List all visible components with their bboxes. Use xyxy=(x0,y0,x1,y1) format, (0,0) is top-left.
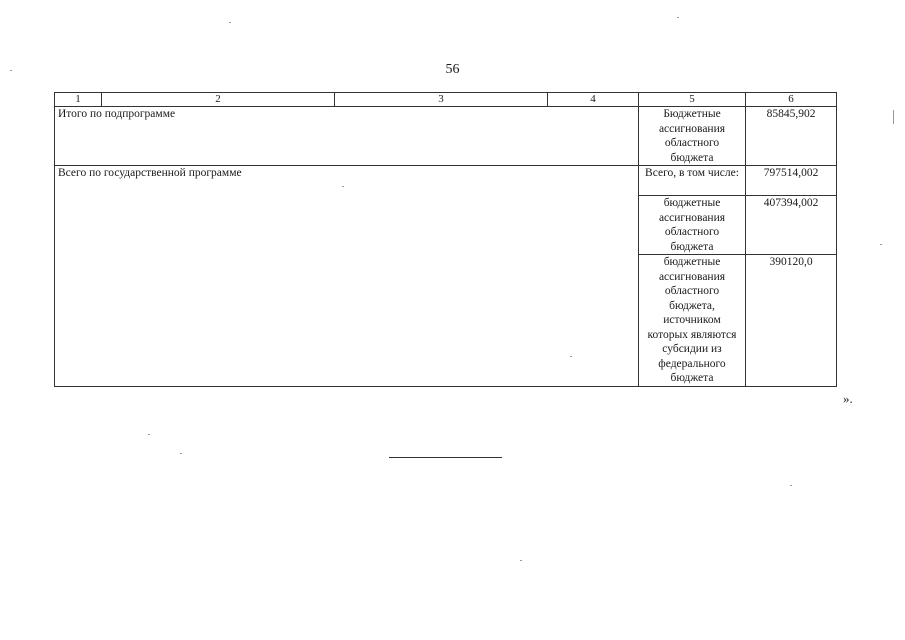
scan-speck xyxy=(10,70,12,71)
scan-speck xyxy=(180,453,182,454)
program-federal-subsidy-source: бюджетные ассигнования областного бюджета, источником которых являются субсидии из федерального бюджета xyxy=(639,255,746,387)
scan-speck xyxy=(880,244,882,245)
subprogram-total-source: Бюджетные ассигнования областного бюджета xyxy=(639,107,746,166)
closing-quote: ». xyxy=(843,391,853,406)
scan-speck xyxy=(342,186,344,187)
column-number-4: 4 xyxy=(548,93,639,107)
page-number: 56 xyxy=(445,62,460,77)
program-total-source-all: Всего, в том числе: xyxy=(639,166,746,196)
program-regional-source: бюджетные ассигнования областного бюджета xyxy=(639,196,746,255)
column-number-6: 6 xyxy=(746,93,837,107)
budget-table xyxy=(54,92,837,387)
program-total-amount-all: 797514,002 xyxy=(746,166,837,196)
program-regional-amount: 407394,002 xyxy=(746,196,837,255)
subprogram-total-amount: 85845,902 xyxy=(746,107,837,166)
scan-speck xyxy=(790,485,792,486)
scan-speck xyxy=(229,22,231,23)
column-number-row xyxy=(55,93,837,107)
scan-speck xyxy=(570,356,572,357)
scan-speck xyxy=(148,434,150,435)
column-number-3: 3 xyxy=(335,93,548,107)
subprogram-total-label: Итого по подпрограмме xyxy=(55,107,639,166)
program-total-row xyxy=(55,166,837,196)
scan-speck xyxy=(677,17,679,18)
column-number-2: 2 xyxy=(102,93,335,107)
program-total-label: Всего по государственной программе xyxy=(55,166,639,387)
scan-speck xyxy=(893,110,894,124)
column-number-1: 1 xyxy=(55,93,102,107)
column-number-5: 5 xyxy=(639,93,746,107)
subprogram-total-row xyxy=(55,107,837,166)
end-rule xyxy=(389,457,502,458)
program-federal-subsidy-amount: 390120,0 xyxy=(746,255,837,387)
scan-speck xyxy=(520,560,522,561)
